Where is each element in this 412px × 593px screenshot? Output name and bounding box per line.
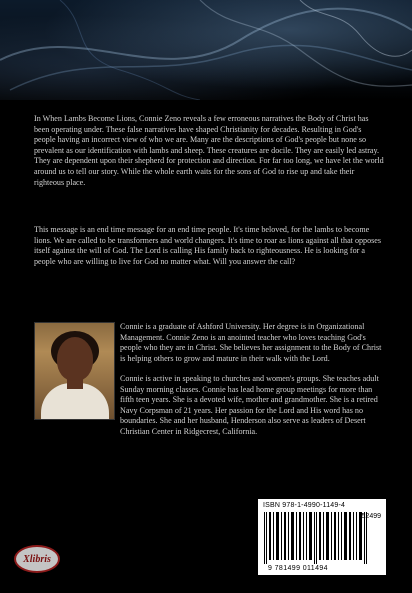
synopsis-paragraph-2: This message is an end time message for an end time people. It's time beloved, for the lambs to become lions. We are called to be transformers and world changers. It's time to roar as lions against all that opposes itself against the will of God. The Lord is calling His family back to righteousness. He is looking for a people who are willing to live for God no matter what. Will you answer the call? (34, 225, 382, 266)
cover-artwork (0, 0, 412, 100)
isbn-barcode (258, 499, 386, 575)
author-bio-paragraph-2: Connie is active in speaking to churches and women's groups. She teaches adult Sunday morning classes. Connie has lead home group meetings for more than fifth teen years. She is a devoted wife, mother and grandmother. She is a retired Navy Corpsman of 21 years. Her passion for the Lord and His word has no boundaries. She and her husband, Henderson also serve as leaders of Desert Christian Center in Ridgecrest, California. (120, 374, 379, 436)
synopsis-paragraph-1: In When Lambs Become Lions, Connie Zeno reveals a few erroneous narratives the Body of Christ has been operating under. These false narratives have shaped Christianity for decades. Resulting in God's people having an incorrect view of who we are. Many are the descriptions of God's people but none so prevalent as our identification with lambs and sheep. These creatures are docile. They are easily led astray. They are dependent upon their shepherd for protection and direction. For far too long, we have let the world around us to tell our story. While the whole earth waits for the sons of God to rise up and take their righteous place. (34, 114, 384, 187)
barcode-number: 9 781499 011494 (268, 565, 328, 572)
author-photo (34, 322, 115, 420)
publisher-logo: Xlibris (14, 545, 60, 573)
price-code: 52499 (361, 513, 381, 520)
author-bio-paragraph-1: Connie is a graduate of Ashford University. Her degree is in Organizational Management. Connie Zeno is an anointed teacher who loves teaching God's people who they are in Christ. She believes her assignment to the Body of Christ is helping others to grow and mature in their walk with the Lord. (120, 322, 382, 363)
isbn-text: ISBN 978-1-4990-1149-4 (263, 502, 346, 509)
cover-artwork-streaks (0, 0, 412, 100)
